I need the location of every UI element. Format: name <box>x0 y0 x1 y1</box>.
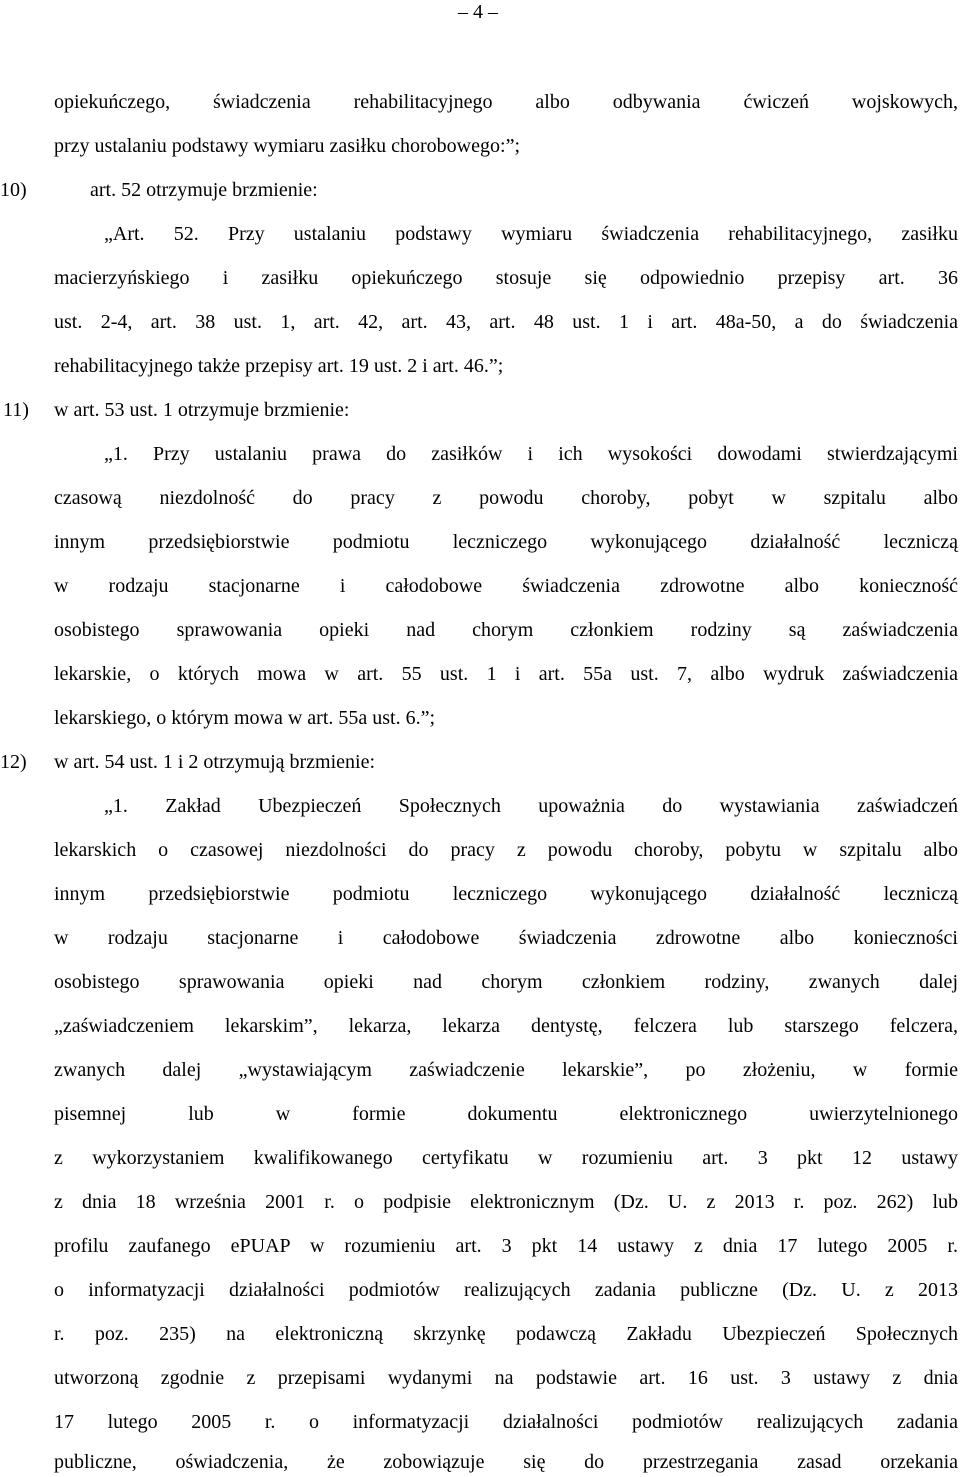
text-line: pisemnej lub w formie dokumentu elektronicznego uwierzytelnionego <box>54 1103 958 1125</box>
text-line: w rodzaju stacjonarne i całodobowe świadczenia zdrowotne albo konieczność <box>54 575 958 597</box>
list-item-number: 11) <box>3 399 29 421</box>
text-line: o informatyzacji działalności podmiotów realizujących zadania publiczne (Dz. U. z 2013 <box>54 1279 958 1301</box>
list-item-number: 10) <box>0 179 27 201</box>
text-line: w rodzaju stacjonarne i całodobowe świadczenia zdrowotne albo konieczności <box>54 927 958 949</box>
text-line: rehabilitacyjnego także przepisy art. 19 ust. 2 i art. 46.”; <box>54 355 504 377</box>
text-line: z wykorzystaniem kwalifikowanego certyfikatu w rozumieniu art. 3 pkt 12 ustawy <box>54 1147 958 1169</box>
text-line: przy ustalaniu podstawy wymiaru zasiłku chorobowego:”; <box>54 135 520 157</box>
text-line: innym przedsiębiorstwie podmiotu leczniczego wykonującego działalność leczniczą <box>54 883 958 905</box>
text-line: profilu zaufanego ePUAP w rozumieniu art. 3 pkt 14 ustawy z dnia 17 lutego 2005 r. <box>54 1235 958 1257</box>
text-line: opiekuńczego, świadczenia rehabilitacyjnego albo odbywania ćwiczeń wojskowych, <box>54 91 958 113</box>
text-line: lekarskiego, o którym mowa w art. 55a ust. 6.”; <box>54 707 436 729</box>
text-line: macierzyńskiego i zasiłku opiekuńczego stosuje się odpowiednio przepisy art. 36 <box>54 267 958 289</box>
text-line: innym przedsiębiorstwie podmiotu leczniczego wykonującego działalność leczniczą <box>54 531 958 553</box>
list-item-text: w art. 54 ust. 1 i 2 otrzymują brzmienie: <box>54 751 376 773</box>
text-line: r. poz. 235) na elektroniczną skrzynkę podawczą Zakładu Ubezpieczeń Społecznych <box>54 1323 958 1345</box>
text-line: osobistego sprawowania opieki nad chorym członkiem rodziny, zwanych dalej <box>54 971 958 993</box>
text-line: lekarskie, o których mowa w art. 55 ust. 1 i art. 55a ust. 7, albo wydruk zaświadczenia <box>54 663 958 685</box>
text-line: zwanych dalej „wystawiającym zaświadczenie lekarskie”, po złożeniu, w formie <box>54 1059 958 1081</box>
text-line: „zaświadczeniem lekarskim”, lekarza, lekarza dentystę, felczera lub starszego felczera, <box>54 1015 958 1037</box>
text-line: osobistego sprawowania opieki nad chorym członkiem rodziny są zaświadczenia <box>54 619 958 641</box>
list-item-text: w art. 53 ust. 1 otrzymuje brzmienie: <box>54 399 350 421</box>
page-number: – 4 – <box>458 1 498 23</box>
text-line: czasową niezdolność do pracy z powodu choroby, pobyt w szpitalu albo <box>54 487 958 509</box>
text-line: ust. 2-4, art. 38 ust. 1, art. 42, art. 43, art. 48 ust. 1 i art. 48a-50, a do świadczenia <box>54 311 958 333</box>
text-line: utworzoną zgodnie z przepisami wydanymi na podstawie art. 16 ust. 3 ustawy z dnia <box>54 1367 958 1389</box>
list-item-text: art. 52 otrzymuje brzmienie: <box>90 179 318 201</box>
text-line: „Art. 52. Przy ustalaniu podstawy wymiaru świadczenia rehabilitacyjnego, zasiłku <box>104 223 958 245</box>
text-line: z dnia 18 września 2001 r. o podpisie elektronicznym (Dz. U. z 2013 r. poz. 262) lub <box>54 1191 958 1213</box>
text-line: lekarskich o czasowej niezdolności do pracy z powodu choroby, pobytu w szpitalu albo <box>54 839 958 861</box>
text-line: 17 lutego 2005 r. o informatyzacji działalności podmiotów realizujących zadania <box>54 1411 958 1433</box>
text-line: „1. Zakład Ubezpieczeń Społecznych upoważnia do wystawiania zaświadczeń <box>104 795 958 817</box>
text-line: publiczne, oświadczenia, że zobowiązuje się do przestrzegania zasad orzekania <box>54 1451 958 1473</box>
text-line: „1. Przy ustalaniu prawa do zasiłków i ich wysokości dowodami stwierdzającymi <box>104 443 958 465</box>
list-item-number: 12) <box>0 751 27 773</box>
